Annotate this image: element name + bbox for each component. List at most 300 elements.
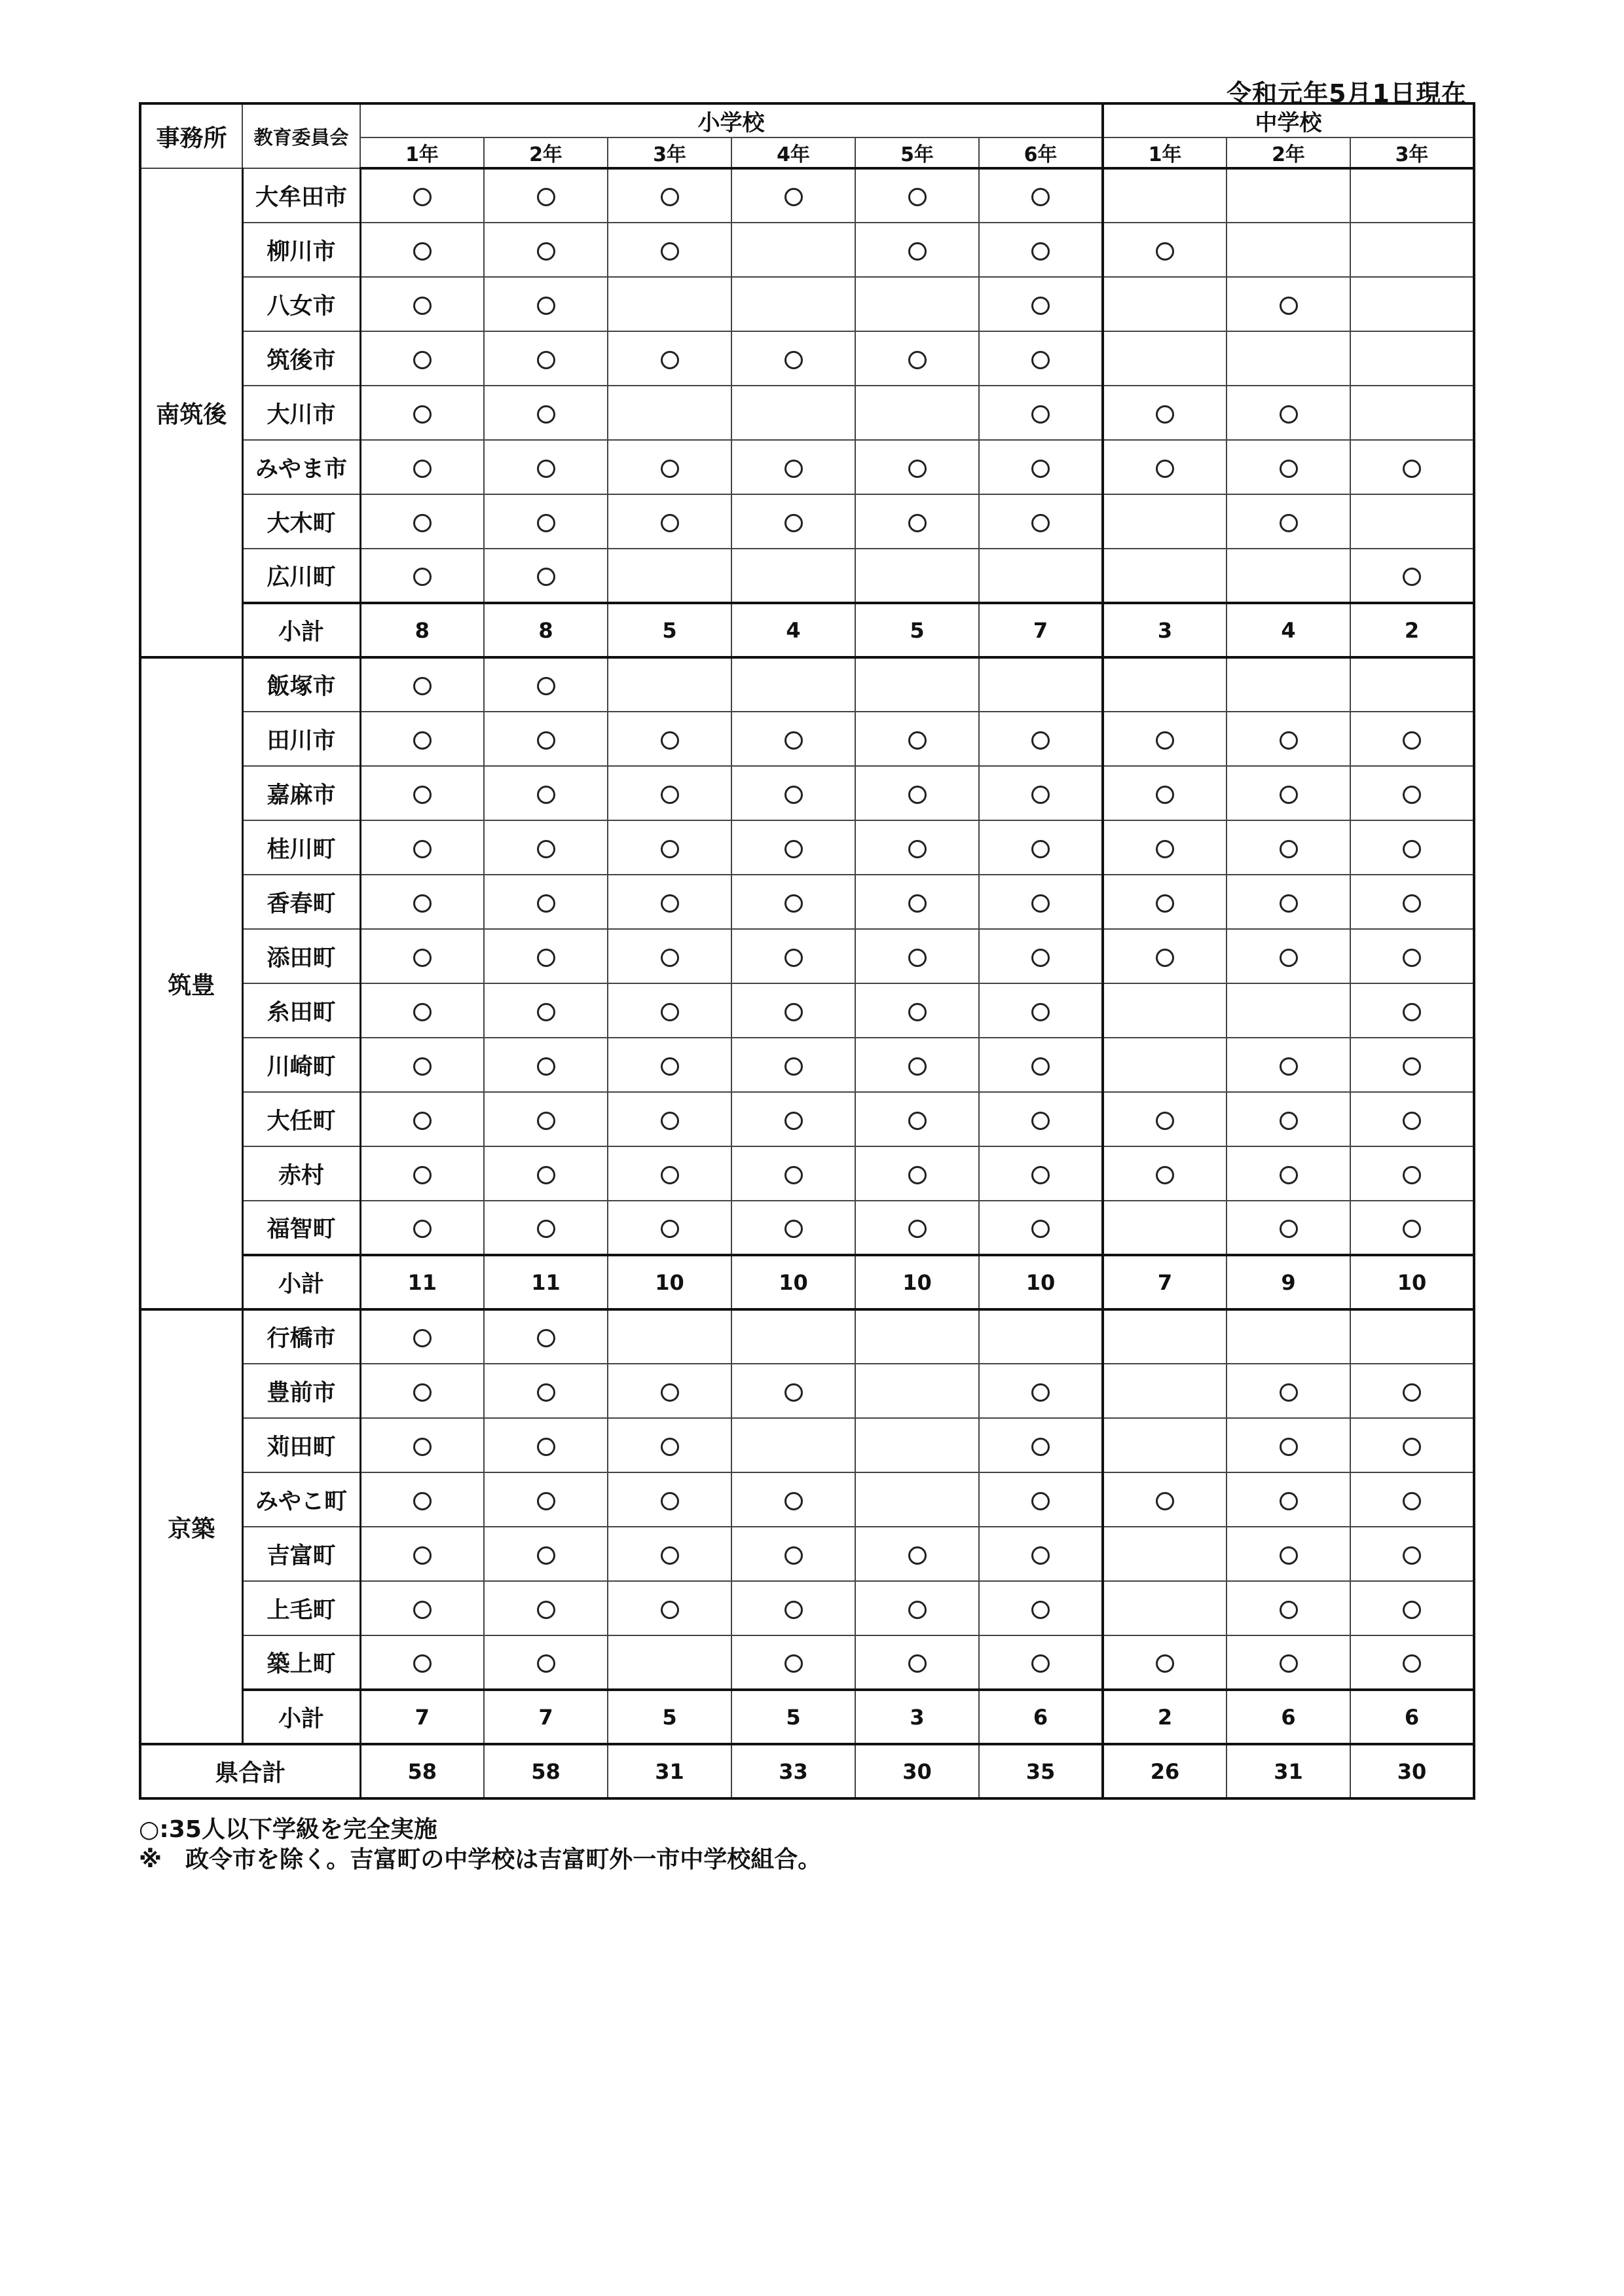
circle-icon <box>1403 1003 1421 1021</box>
circle-icon <box>1031 1220 1050 1238</box>
grade-status-cell <box>484 386 608 440</box>
circle-icon <box>1156 1166 1174 1184</box>
grade-status-cell <box>1227 712 1350 766</box>
grade-status-cell <box>1227 657 1350 712</box>
grade-status-cell <box>608 1418 731 1472</box>
junior-high-grade-header: 1年 <box>1103 137 1227 168</box>
table-row <box>140 1364 1474 1418</box>
grand-total-label: 県合計 <box>140 1744 360 1798</box>
grade-status-cell <box>608 549 731 603</box>
grade-status-cell <box>608 1201 731 1255</box>
circle-icon <box>1403 1166 1421 1184</box>
circle-icon <box>661 351 679 369</box>
circle-icon <box>784 1057 803 1076</box>
circle-icon <box>1156 460 1174 478</box>
grade-status-cell <box>360 1146 484 1201</box>
grade-status-cell <box>608 712 731 766</box>
circle-icon <box>1031 1546 1050 1565</box>
grade-status-cell <box>979 1092 1103 1146</box>
table-row <box>140 1309 1474 1364</box>
grade-status-cell <box>484 712 608 766</box>
circle-icon <box>537 894 555 913</box>
circle-icon <box>661 1166 679 1184</box>
circle-icon <box>661 1057 679 1076</box>
circle-icon <box>1280 405 1298 424</box>
grade-status-cell <box>360 1635 484 1690</box>
board-name-cell: 福智町 <box>242 1201 360 1255</box>
grade-status-cell <box>1103 657 1227 712</box>
grade-status-cell <box>1103 168 1227 223</box>
grade-status-cell <box>1227 1309 1350 1364</box>
grade-status-cell <box>855 549 979 603</box>
grade-status-cell <box>1227 1092 1350 1146</box>
grade-status-cell <box>979 331 1103 386</box>
board-name-cell: 筑後市 <box>242 331 360 386</box>
circle-icon <box>1280 1438 1298 1456</box>
circle-icon <box>908 514 927 532</box>
circle-icon <box>908 894 927 913</box>
grade-status-cell <box>731 223 855 277</box>
office-header: 事務所 <box>140 103 242 168</box>
circle-icon <box>1280 1546 1298 1565</box>
grade-status-cell <box>1227 440 1350 494</box>
subtotal-value: 2 <box>1103 1690 1227 1744</box>
table-row <box>140 168 1474 223</box>
circle-icon <box>1031 1438 1050 1456</box>
circle-icon <box>537 731 555 750</box>
subtotal-value: 3 <box>1103 603 1227 657</box>
grade-status-cell <box>1103 1472 1227 1527</box>
circle-icon <box>537 1383 555 1402</box>
circle-icon <box>784 1220 803 1238</box>
circle-icon <box>1403 1383 1421 1402</box>
circle-icon <box>537 1112 555 1130</box>
grade-status-cell <box>979 386 1103 440</box>
grade-status-cell <box>1227 331 1350 386</box>
circle-icon <box>661 1383 679 1402</box>
circle-icon <box>1156 1112 1174 1130</box>
table-row <box>140 331 1474 386</box>
circle-icon <box>784 1654 803 1673</box>
grade-status-cell <box>855 1309 979 1364</box>
circle-icon <box>1031 514 1050 532</box>
grade-status-cell <box>731 1581 855 1635</box>
circle-icon <box>1156 840 1174 858</box>
circle-icon <box>1280 840 1298 858</box>
board-name-cell: 大牟田市 <box>242 168 360 223</box>
circle-icon <box>413 1492 432 1510</box>
grade-status-cell <box>360 983 484 1038</box>
circle-icon <box>537 1601 555 1619</box>
grade-status-cell <box>979 657 1103 712</box>
table-row <box>140 875 1474 929</box>
circle-icon <box>1031 460 1050 478</box>
circle-icon <box>1031 188 1050 206</box>
notes <box>139 1815 821 1875</box>
grade-status-cell <box>1350 820 1474 875</box>
circle-icon <box>661 1438 679 1456</box>
grade-status-cell <box>1350 1635 1474 1690</box>
grade-status-cell <box>1103 1581 1227 1635</box>
circle-icon <box>1280 1220 1298 1238</box>
circle-icon <box>1280 1492 1298 1510</box>
board-name-cell: 桂川町 <box>242 820 360 875</box>
subtotal-value: 6 <box>1350 1690 1474 1744</box>
grand-total-value: 31 <box>1227 1744 1350 1798</box>
grade-status-cell <box>979 983 1103 1038</box>
circle-icon <box>1031 1112 1050 1130</box>
grade-status-cell <box>1227 1635 1350 1690</box>
grade-status-cell <box>731 820 855 875</box>
grade-status-cell <box>1103 1201 1227 1255</box>
circle-icon <box>1031 1057 1050 1076</box>
circle-icon <box>413 894 432 913</box>
circle-icon <box>1031 1492 1050 1510</box>
circle-icon <box>908 840 927 858</box>
grade-status-cell <box>1103 1418 1227 1472</box>
circle-icon <box>537 351 555 369</box>
grade-status-cell <box>484 277 608 331</box>
grade-status-cell <box>1350 1581 1474 1635</box>
grade-status-cell <box>608 1581 731 1635</box>
grade-status-cell <box>608 657 731 712</box>
board-name-cell: 行橋市 <box>242 1309 360 1364</box>
subtotal-label: 小計 <box>242 603 360 657</box>
subtotal-row <box>140 1255 1474 1309</box>
grade-status-cell <box>1103 1309 1227 1364</box>
grade-status-cell <box>1350 277 1474 331</box>
circle-icon <box>1280 1166 1298 1184</box>
circle-icon <box>1403 1546 1421 1565</box>
circle-icon <box>537 1166 555 1184</box>
circle-icon <box>908 351 927 369</box>
table-row <box>140 1581 1474 1635</box>
grade-status-cell <box>855 929 979 983</box>
circle-icon <box>1156 1492 1174 1510</box>
grade-status-cell <box>1103 875 1227 929</box>
grade-status-cell <box>979 1309 1103 1364</box>
table-row <box>140 712 1474 766</box>
grade-status-cell <box>1350 983 1474 1038</box>
board-name-cell: 赤村 <box>242 1146 360 1201</box>
circle-icon <box>661 840 679 858</box>
grade-status-cell <box>731 440 855 494</box>
grade-status-cell <box>608 1527 731 1581</box>
grade-status-cell <box>855 657 979 712</box>
circle-icon <box>1031 1166 1050 1184</box>
board-name-cell: 苅田町 <box>242 1418 360 1472</box>
circle-icon <box>908 460 927 478</box>
circle-icon <box>1403 894 1421 913</box>
grade-status-cell <box>1350 1418 1474 1472</box>
circle-icon <box>784 1003 803 1021</box>
circle-icon <box>1031 297 1050 315</box>
circle-icon <box>784 1112 803 1130</box>
grade-status-cell <box>360 712 484 766</box>
table-row <box>140 1472 1474 1527</box>
circle-icon <box>1280 786 1298 804</box>
circle-icon <box>908 731 927 750</box>
grade-status-cell <box>608 820 731 875</box>
grade-status-cell <box>1350 1092 1474 1146</box>
table-row <box>140 549 1474 603</box>
table-row <box>140 983 1474 1038</box>
junior-high-grade-header: 3年 <box>1350 137 1474 168</box>
grade-status-cell <box>484 1472 608 1527</box>
circle-icon <box>413 514 432 532</box>
grade-status-cell <box>1350 875 1474 929</box>
elementary-header: 小学校 <box>360 103 1103 137</box>
circle-icon <box>413 1003 432 1021</box>
circle-icon <box>413 188 432 206</box>
grade-status-cell <box>360 1527 484 1581</box>
grade-status-cell <box>484 168 608 223</box>
grade-status-cell <box>731 875 855 929</box>
circle-icon <box>413 568 432 586</box>
grade-status-cell <box>360 1038 484 1092</box>
circle-icon <box>784 514 803 532</box>
subtotal-value: 10 <box>979 1255 1103 1309</box>
board-name-cell: 糸田町 <box>242 983 360 1038</box>
circle-icon <box>413 242 432 261</box>
junior-high-header: 中学校 <box>1103 103 1474 137</box>
circle-icon <box>1031 731 1050 750</box>
circle-icon <box>661 786 679 804</box>
grade-status-cell <box>484 1527 608 1581</box>
board-name-cell: 大川市 <box>242 386 360 440</box>
grade-status-cell <box>855 440 979 494</box>
grade-status-cell <box>360 657 484 712</box>
circle-icon <box>784 460 803 478</box>
region-cell: 南筑後 <box>140 168 242 657</box>
grade-status-cell <box>1103 1635 1227 1690</box>
circle-icon <box>413 297 432 315</box>
circle-icon <box>537 786 555 804</box>
grade-status-cell <box>360 549 484 603</box>
subtotal-value: 5 <box>608 603 731 657</box>
table-row <box>140 223 1474 277</box>
circle-icon <box>413 405 432 424</box>
grade-status-cell <box>855 712 979 766</box>
circle-icon <box>1156 894 1174 913</box>
circle-icon <box>1403 460 1421 478</box>
circle-icon <box>784 731 803 750</box>
circle-icon <box>908 786 927 804</box>
table-row <box>140 1635 1474 1690</box>
circle-icon <box>1280 894 1298 913</box>
grade-status-cell <box>855 1581 979 1635</box>
grade-status-cell <box>731 1635 855 1690</box>
circle-icon <box>784 1383 803 1402</box>
grade-status-cell <box>360 1309 484 1364</box>
grade-status-cell <box>1227 1472 1350 1527</box>
circle-icon <box>1031 242 1050 261</box>
grade-status-cell <box>608 1038 731 1092</box>
grade-status-cell <box>979 1581 1103 1635</box>
table-row <box>140 1201 1474 1255</box>
grade-status-cell <box>1227 1527 1350 1581</box>
grade-status-cell <box>979 1527 1103 1581</box>
grade-status-cell <box>484 820 608 875</box>
table-row <box>140 386 1474 440</box>
grade-status-cell <box>360 875 484 929</box>
grade-status-cell <box>1103 440 1227 494</box>
circle-icon <box>413 1654 432 1673</box>
table-row <box>140 494 1474 549</box>
circle-icon <box>784 1166 803 1184</box>
circle-icon <box>908 1546 927 1565</box>
circle-icon <box>537 568 555 586</box>
board-name-cell: 豊前市 <box>242 1364 360 1418</box>
grade-status-cell <box>855 1527 979 1581</box>
circle-icon <box>1280 514 1298 532</box>
grade-status-cell <box>1350 1472 1474 1527</box>
circle-icon <box>661 514 679 532</box>
grand-total-value: 58 <box>484 1744 608 1798</box>
board-name-cell: 吉富町 <box>242 1527 360 1581</box>
grade-status-cell <box>979 440 1103 494</box>
grade-status-cell <box>979 223 1103 277</box>
grade-status-cell <box>360 494 484 549</box>
grade-status-cell <box>979 1146 1103 1201</box>
elementary-grade-header: 5年 <box>855 137 979 168</box>
header-row-1 <box>140 103 1474 137</box>
grade-status-cell <box>608 386 731 440</box>
circle-icon <box>1403 1492 1421 1510</box>
subtotal-value: 3 <box>855 1690 979 1744</box>
circle-icon <box>1156 949 1174 967</box>
circle-icon <box>537 405 555 424</box>
grade-status-cell <box>1350 1146 1474 1201</box>
legend-note: ○:35人以下学級を完全実施 <box>139 1816 437 1843</box>
circle-icon <box>661 894 679 913</box>
grade-status-cell <box>484 1201 608 1255</box>
circle-icon <box>1280 1057 1298 1076</box>
table-row <box>140 1092 1474 1146</box>
grade-status-cell <box>855 1472 979 1527</box>
grade-status-cell <box>484 1364 608 1418</box>
circle-icon <box>1280 297 1298 315</box>
grade-status-cell <box>1227 549 1350 603</box>
grade-status-cell <box>1227 1581 1350 1635</box>
circle-icon <box>1403 1601 1421 1619</box>
grade-status-cell <box>608 1472 731 1527</box>
circle-icon <box>1031 949 1050 967</box>
circle-icon <box>784 188 803 206</box>
grade-status-cell <box>360 223 484 277</box>
grade-status-cell <box>1103 1092 1227 1146</box>
circle-icon <box>908 949 927 967</box>
grade-status-cell <box>1103 386 1227 440</box>
grade-status-cell <box>1227 1418 1350 1472</box>
circle-icon <box>413 677 432 695</box>
circle-icon <box>537 1492 555 1510</box>
circle-icon <box>661 460 679 478</box>
grade-status-cell <box>855 1038 979 1092</box>
grade-status-cell <box>731 1201 855 1255</box>
grade-status-cell <box>1350 494 1474 549</box>
grade-status-cell <box>1227 929 1350 983</box>
circle-icon <box>1403 949 1421 967</box>
board-name-cell: 飯塚市 <box>242 657 360 712</box>
board-name-cell: 川崎町 <box>242 1038 360 1092</box>
circle-icon <box>1280 731 1298 750</box>
table-row <box>140 929 1474 983</box>
grand-total-value: 30 <box>1350 1744 1474 1798</box>
grade-status-cell <box>1227 875 1350 929</box>
circle-icon <box>784 786 803 804</box>
board-name-cell: 築上町 <box>242 1635 360 1690</box>
subtotal-label: 小計 <box>242 1255 360 1309</box>
grade-status-cell <box>608 1364 731 1418</box>
circle-icon <box>537 1057 555 1076</box>
grade-status-cell <box>484 331 608 386</box>
grade-status-cell <box>360 440 484 494</box>
circle-icon <box>661 731 679 750</box>
grade-status-cell <box>1227 1364 1350 1418</box>
circle-icon <box>413 1383 432 1402</box>
board-name-cell: 嘉麻市 <box>242 766 360 820</box>
grand-total-value: 33 <box>731 1744 855 1798</box>
grade-status-cell <box>731 766 855 820</box>
grade-status-cell <box>1103 929 1227 983</box>
circle-icon <box>1031 840 1050 858</box>
circle-icon <box>413 351 432 369</box>
grade-status-cell <box>608 223 731 277</box>
circle-icon <box>413 1438 432 1456</box>
grade-status-cell <box>731 657 855 712</box>
circle-icon <box>1031 351 1050 369</box>
board-name-cell: 上毛町 <box>242 1581 360 1635</box>
board-header: 教育委員会 <box>242 103 360 168</box>
grade-status-cell <box>979 1038 1103 1092</box>
subtotal-value: 5 <box>731 1690 855 1744</box>
grade-status-cell <box>1103 223 1227 277</box>
circle-icon <box>784 1601 803 1619</box>
circle-icon <box>908 1112 927 1130</box>
grade-status-cell <box>731 1038 855 1092</box>
circle-icon <box>537 460 555 478</box>
grade-status-cell <box>360 277 484 331</box>
subtotal-value: 6 <box>979 1690 1103 1744</box>
as-of-date: 令和元年5月1日現在 <box>1227 79 1467 108</box>
grade-status-cell <box>1103 1038 1227 1092</box>
grade-status-cell <box>608 983 731 1038</box>
grade-status-cell <box>1227 820 1350 875</box>
circle-icon <box>413 1220 432 1238</box>
grade-status-cell <box>979 1364 1103 1418</box>
circle-icon <box>537 949 555 967</box>
circle-icon <box>661 188 679 206</box>
grade-status-cell <box>608 168 731 223</box>
grade-status-cell <box>1103 1364 1227 1418</box>
elementary-grade-header: 1年 <box>360 137 484 168</box>
circle-icon <box>537 677 555 695</box>
circle-icon <box>661 1003 679 1021</box>
grade-status-cell <box>731 929 855 983</box>
grade-status-cell <box>360 1364 484 1418</box>
circle-icon <box>784 1546 803 1565</box>
grade-status-cell <box>1350 386 1474 440</box>
board-name-cell: みやこ町 <box>242 1472 360 1527</box>
grand-total-value: 26 <box>1103 1744 1227 1798</box>
grade-status-cell <box>855 331 979 386</box>
grade-status-cell <box>1350 766 1474 820</box>
grade-status-cell <box>1227 1038 1350 1092</box>
grade-status-cell <box>731 983 855 1038</box>
grade-status-cell <box>1227 494 1350 549</box>
circle-icon <box>908 188 927 206</box>
